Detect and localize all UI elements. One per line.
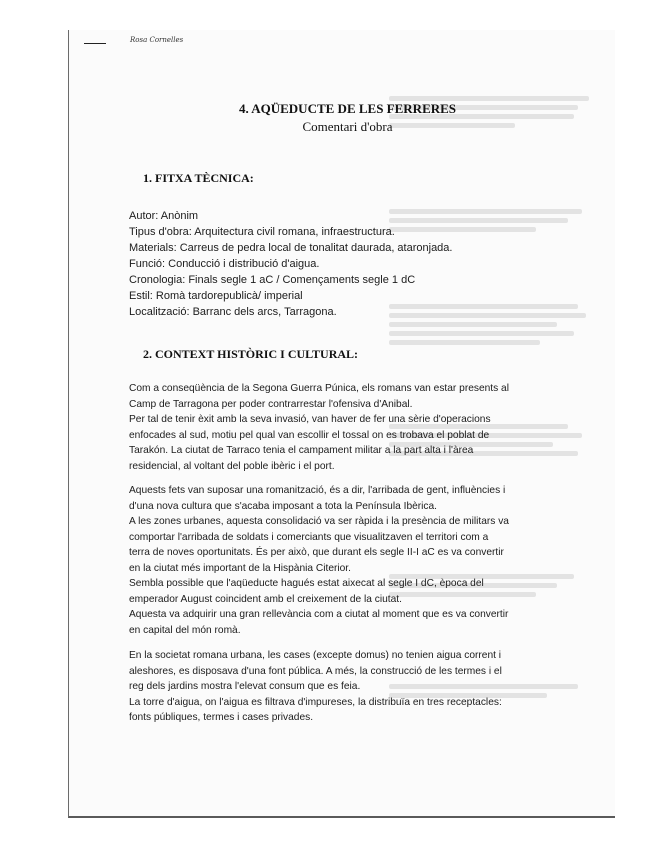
handwritten-author-name: Rosa Cornelles [130,36,184,44]
document-title: 4. AQÜEDUCTE DE LES FERRERES [238,101,457,116]
paragraph-line: terra de noves oportunitats. És per això, que durant els segle II-I aC es va convertir [129,547,504,558]
paragraph-line: fonts públiques, termes i cases privades. [129,712,314,723]
paragraph-line: comportar l'arribada de soldats i comerciants que visualitzaven el territori com a [129,531,489,543]
paragraph-line: residencial, al voltant del poble ibèric i el port. [129,460,335,472]
paragraph-line: en capital del món romà. [129,624,241,636]
paragraph-line: Aquests fets van suposar una romanització, és a dir, l'arribada de gent, influències i [129,485,506,496]
fitxa-line-autor: Autor: Anònim [129,210,199,222]
paragraph-line: A les zones urbanes, aquesta consolidació va ser ràpida i la presència de militars va [129,516,509,527]
fitxa-line-estil: Estil: Romà tardorepublicà/ imperial [129,290,303,302]
section-heading-fitxa: 1. FITXA TÈCNICA: [143,171,254,185]
document-subtitle: Comentari d'obra [302,119,393,134]
paragraph-line: La torre d'aigua, on l'aigua es filtrava d'impureses, la distribuïa en tres receptacles: [129,696,502,708]
paragraph-2 [129,483,549,638]
paragraph-line: Sembla possible que l'aqüeducte hagués estat aixecat al segle I dC, època del [129,578,484,589]
paragraph-1 [129,381,549,474]
paragraph-3 [129,648,549,726]
paragraph-line: En la societat romana urbana, les cases (excepte domus) no tenien aigua corrent i [129,650,502,661]
paragraph-line: Per tal de tenir èxit amb la seva invasió, van haver de fer una sèrie d'operacions [129,414,491,425]
paragraph-line: d'una nova cultura que s'acaba imposant a tota la Península Ibèrica. [129,500,438,512]
paragraph-line: Aquesta va adquirir una gran rellevància com a ciutat al moment que es va convertir [129,609,509,620]
paragraph-line: reg dels jardins mostra l'elevat consum que es feia. [129,681,361,692]
paragraph-line: Tarakón. La ciutat de Tarraco tenia el campament militar a la part alta i l'àrea [129,445,474,456]
fitxa-tecnica-list [129,208,452,320]
section-heading-context: 2. CONTEXT HISTÒRIC I CULTURAL: [143,347,359,361]
paragraph-line: en la ciutat més important de la Hispània Citerior. [129,562,351,574]
paragraph-line: Com a conseqüència de la Segona Guerra Púnica, els romans van estar presents al [129,383,509,394]
fitxa-line-localitzacio: Localització: Barranc dels arcs, Tarragona. [129,306,337,318]
fitxa-line-tipus: Tipus d'obra: Arquitectura civil romana, infraestructura. [129,226,395,238]
paragraph-line: emperador August coincident amb el creixement de la ciutat. [129,593,402,605]
fitxa-line-funcio: Funció: Conducció i distribució d'aigua. [129,258,320,270]
header-dash [84,43,106,44]
fitxa-line-cronologia: Cronologia: Finals segle 1 aC / Començaments segle 1 dC [129,274,416,286]
paragraph-line: aleshores, es disposava d'una font pública. A més, la construcció de les termes i el [129,665,502,677]
paragraph-line: enfocades al sud, motiu pel qual van escollir el tossal on es trobava el poblat de [129,429,490,441]
fitxa-line-materials: Materials: Carreus de pedra local de tonalitat daurada, ataronjada. [129,242,453,254]
paragraph-line: Camp de Tarragona per poder contrarrestar l'ofensiva d'Anibal. [129,398,413,410]
